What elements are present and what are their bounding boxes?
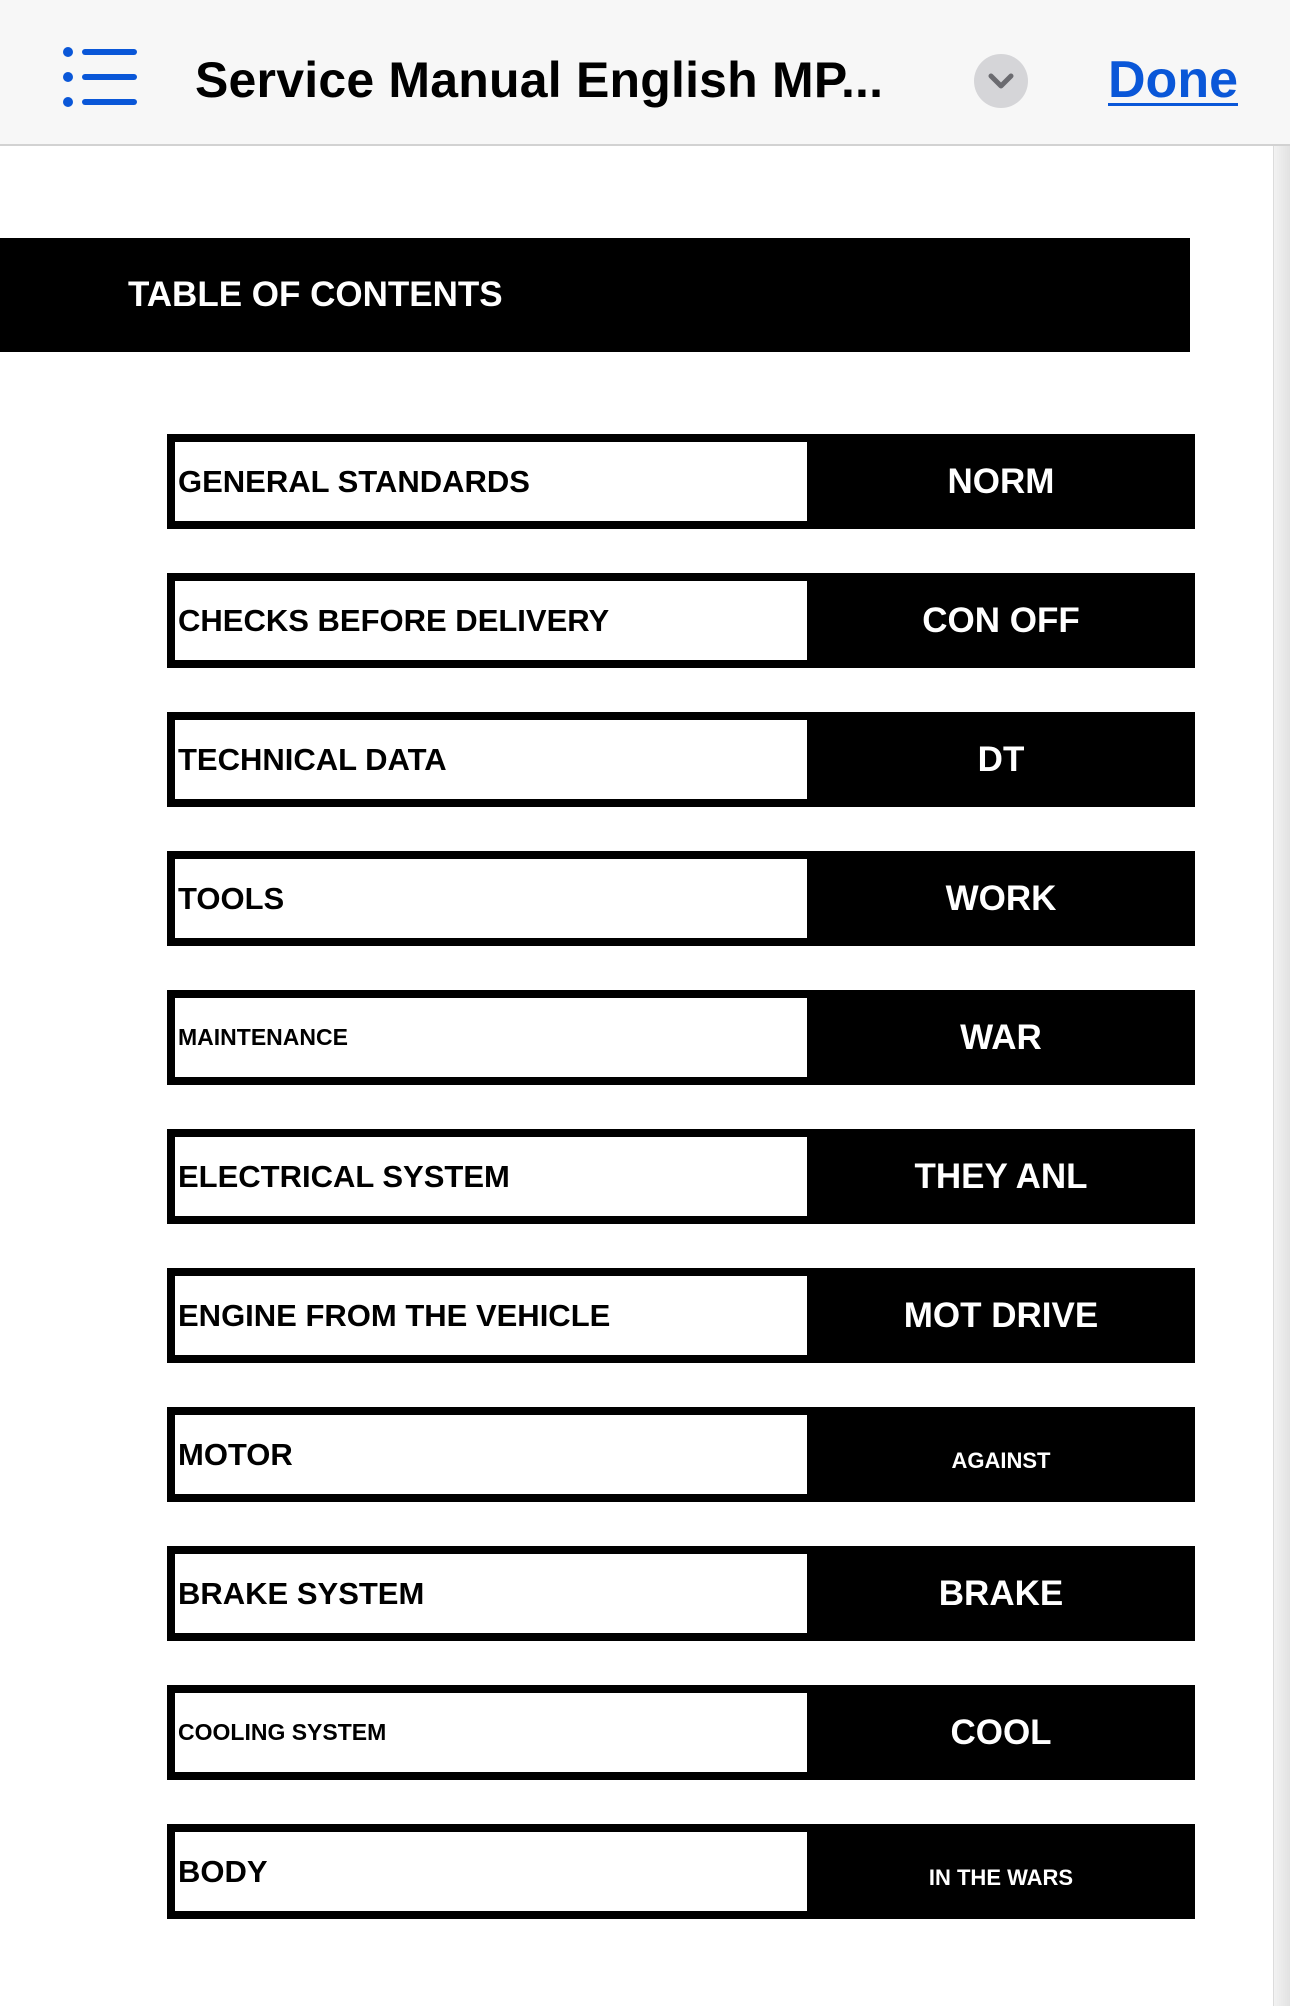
toc-label-box — [175, 581, 807, 660]
top-navigation-bar — [0, 0, 1290, 146]
toc-section-code: WAR — [960, 1018, 1042, 1057]
toc-section-label: BRAKE SYSTEM — [178, 1576, 425, 1611]
toc-label-box — [175, 1554, 807, 1633]
toc-section-code: NORM — [947, 462, 1055, 501]
document-title[interactable]: Service Manual English MP... — [195, 52, 884, 108]
toc-section-label: ENGINE FROM THE VEHICLE — [178, 1298, 611, 1333]
toc-section-label: GENERAL STANDARDS — [178, 464, 530, 499]
toc-label-box — [175, 1693, 807, 1772]
toc-section-code: CON OFF — [922, 601, 1080, 640]
toc-row-cooling-system[interactable] — [167, 1685, 1195, 1780]
toc-section-code: DT — [977, 740, 1025, 779]
toc-header-banner — [0, 238, 1190, 352]
chevron-down-icon[interactable] — [974, 54, 1028, 108]
toc-row-body[interactable] — [167, 1824, 1195, 1919]
toc-label-box — [175, 1832, 807, 1911]
toc-section-label: ELECTRICAL SYSTEM — [178, 1159, 510, 1194]
toc-label-box — [175, 998, 807, 1077]
toc-section-code: WORK — [945, 879, 1057, 918]
toc-row-technical-data[interactable] — [167, 712, 1195, 807]
toc-section-code: MOT DRIVE — [903, 1296, 1099, 1335]
toc-list — [167, 434, 1195, 1963]
toc-section-code: THEY ANL — [914, 1157, 1088, 1196]
toc-section-label: TOOLS — [178, 881, 285, 916]
toc-section-label: MOTOR — [178, 1437, 293, 1472]
toc-row-engine-from-the-vehicle[interactable] — [167, 1268, 1195, 1363]
toc-row-maintenance[interactable] — [167, 990, 1195, 1085]
toc-heading: TABLE OF CONTENTS — [128, 275, 503, 314]
toc-section-code: COOL — [950, 1713, 1052, 1752]
toc-section-code: AGAINST — [951, 1448, 1051, 1473]
toc-section-code: BRAKE — [938, 1574, 1064, 1613]
toc-label-box — [175, 1415, 807, 1494]
toc-section-label: TECHNICAL DATA — [178, 742, 447, 777]
toc-label-box — [175, 1137, 807, 1216]
toc-row-motor[interactable] — [167, 1407, 1195, 1502]
toc-label-box — [175, 442, 807, 521]
toc-label-box — [175, 859, 807, 938]
toc-row-brake-system[interactable] — [167, 1546, 1195, 1641]
page-scroll-edge — [1273, 146, 1290, 2006]
toc-section-label: MAINTENANCE — [178, 1024, 348, 1050]
done-button[interactable]: Done — [1108, 51, 1238, 109]
toc-label-box — [175, 720, 807, 799]
toc-row-tools[interactable] — [167, 851, 1195, 946]
toc-row-general-standards[interactable] — [167, 434, 1195, 529]
list-bullet-icon[interactable] — [62, 46, 140, 108]
toc-row-electrical-system[interactable] — [167, 1129, 1195, 1224]
toc-section-code: IN THE WARS — [928, 1865, 1074, 1890]
toc-section-label: COOLING SYSTEM — [178, 1719, 387, 1745]
toc-label-box — [175, 1276, 807, 1355]
toc-row-checks-before-delivery[interactable] — [167, 573, 1195, 668]
toc-section-label: BODY — [178, 1854, 268, 1889]
toc-section-label: CHECKS BEFORE DELIVERY — [178, 603, 610, 638]
